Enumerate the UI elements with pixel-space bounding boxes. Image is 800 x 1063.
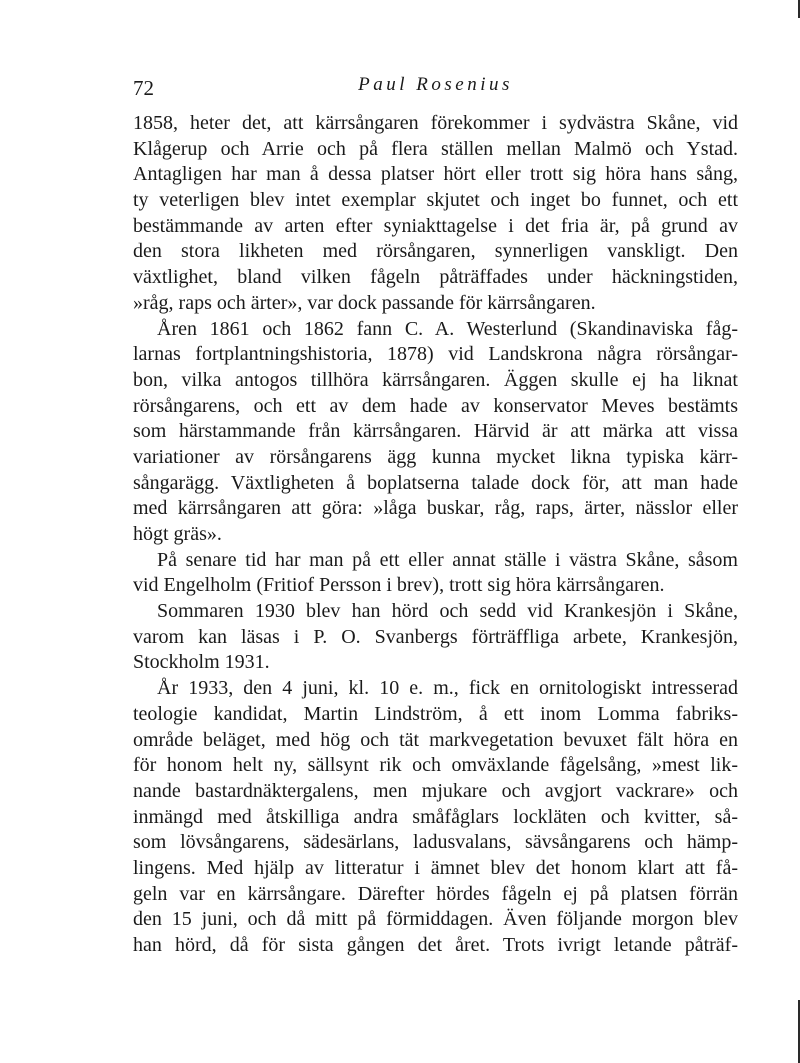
running-title: Paul Rosenius [358,74,513,95]
text-line: som härstammande från kärrsångaren. Härvid är att märka att vissa [133,420,738,443]
text-line: teologie kandidat, Martin Lindström, å ett inom Lomma fabriks- [133,702,738,725]
text-line: bon, vilka antogos tillhöra kärrsångaren. Äggen skulle ej ha liknat [133,368,738,391]
text-line: den 15 juni, och då mitt på förmiddagen. Även följande morgon blev [133,908,738,931]
text-line: nande bastardnäktergalens, men mjukare och avgjort vackrare» och [133,779,738,802]
page-number: 72 [133,76,154,100]
text-line: År 1933, den 4 juni, kl. 10 e. m., fick en ornitologiskt intresserad [157,677,738,700]
text-line: Åren 1861 och 1862 fann C. A. Westerlund (Skandinaviska fåg- [157,317,738,340]
text-line: larnas fortplantningshistoria, 1878) vid Landskrona några rörsångar- [133,343,738,366]
text-line: inmängd med åtskilliga andra småfåglars lockläten och kvitter, så- [133,805,738,828]
text-line: växtlighet, bland vilken fågeln påträffades under häckningstiden, [133,266,738,289]
text-line: sångarägg. Växtligheten å boplatserna talade dock för, att man hade [133,471,738,494]
text-line: variationer av rörsångarens ägg kunna mycket likna typiska kärr- [133,445,738,468]
body-text [133,111,738,959]
text-line: rörsångarens, och ett av dem hade av konservator Meves bestämts [133,394,738,417]
text-line: 1858, heter det, att kärrsångaren förekommer i sydvästra Skåne, vid [133,112,738,134]
text-line: för honom helt ny, sällsynt rik och omväxlande fågelsång, »mest lik- [133,754,738,777]
text-line: ty veterligen blev intet exemplar skjutet och inget bo funnet, och ett [133,189,738,212]
text-line: bestämmande av arten efter syniakttagelse i det fria är, på grund av [133,214,738,237]
text-line: område beläget, med hög och tät markvegetation bevuxet fält höra en [133,728,738,751]
paragraph [133,599,738,676]
paragraph [133,317,738,548]
text-line: han hörd, då för sista gången det året. Trots ivrigt letande påträf- [133,934,738,956]
text-line: Klågerup och Arrie och på flera ställen mellan Malmö och Ystad. [133,137,738,160]
text-line: vid Engelholm (Fritiof Persson i brev), trott sig höra kärrsångaren. [133,574,665,597]
text-line: varom kan läsas i P. O. Svanbergs förträffliga arbete, Krankesjön, [133,625,738,648]
text-line: geln var en kärrsångare. Därefter hördes fågeln ej på platsen förrän [133,882,738,905]
text-line: lingens. Med hjälp av litteratur i ämnet blev det honom klart att få- [133,856,738,879]
text-line: »råg, raps och ärter», var dock passande för kärrsångaren. [133,291,596,314]
text-line: På senare tid har man på ett eller annat ställe i västra Skåne, såsom [157,548,738,571]
text-line: Sommaren 1930 blev han hörd och sedd vid Krankesjön i Skåne, [157,600,738,623]
paragraph [133,676,738,959]
text-line: Antagligen har man å dessa platser hört eller trott sig höra hans sång, [133,163,738,186]
text-line: Stockholm 1931. [133,651,270,674]
paragraph [133,111,738,317]
text-line: den stora likheten med rörsångaren, synnerligen vanskligt. Den [133,240,738,263]
text-line: som lövsångarens, sädesärlans, ladusvalans, sävsångarens och hämp- [133,831,738,854]
running-head [133,74,738,104]
text-line: högt gräs». [133,523,222,545]
paragraph [133,548,738,599]
text-line: med kärrsångaren att göra: »låga buskar, råg, raps, ärter, nässlor eller [133,497,738,520]
